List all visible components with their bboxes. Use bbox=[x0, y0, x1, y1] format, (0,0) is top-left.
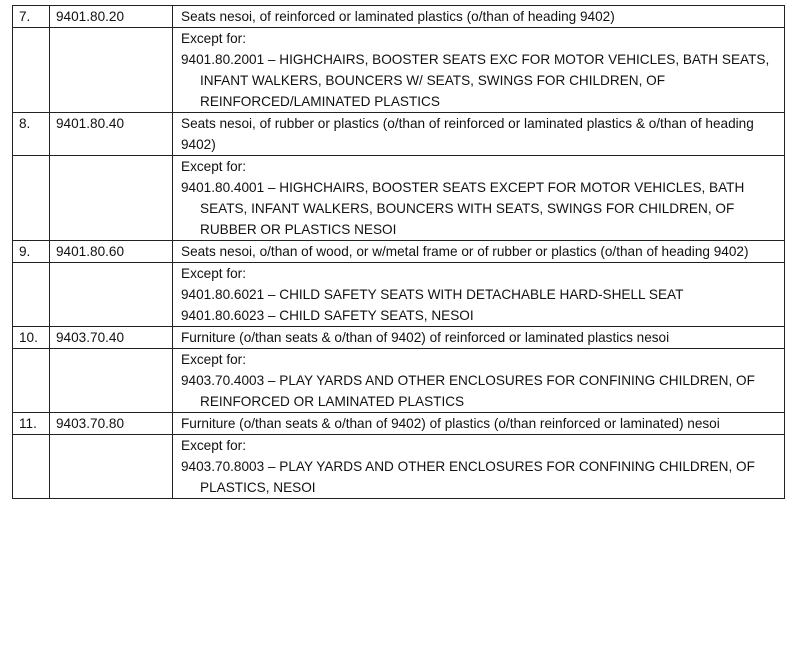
exception-row bbox=[13, 28, 785, 113]
exception-row bbox=[13, 435, 785, 499]
empty-cell bbox=[13, 28, 50, 113]
entry-description: Seats nesoi, of rubber or plastics (o/than of reinforced or laminated plastics & o/than of heading 9402) bbox=[173, 113, 785, 156]
empty-cell bbox=[50, 263, 173, 327]
exception-block bbox=[173, 263, 785, 327]
exception-item: 9403.70.4003 – PLAY YARDS AND OTHER ENCLOSURES FOR CONFINING CHILDREN, OF REINFORCED OR LAMINATED PLASTICS bbox=[181, 373, 755, 409]
exception-item: 9401.80.2001 – HIGHCHAIRS, BOOSTER SEATS EXC FOR MOTOR VEHICLES, BATH SEATS, INFANT WALKERS, BOUNCERS W/ SEATS, SWINGS FOR CHILDREN, OF REINFORCED/LAMINATED PLASTICS bbox=[181, 52, 770, 109]
tariff-exclusion-table bbox=[12, 5, 785, 499]
exception-item: 9401.80.6023 – CHILD SAFETY SEATS, NESOI bbox=[181, 308, 474, 323]
empty-cell bbox=[13, 156, 50, 241]
empty-cell bbox=[13, 349, 50, 413]
empty-cell bbox=[50, 156, 173, 241]
except-label: Except for: bbox=[181, 159, 246, 174]
empty-cell bbox=[50, 435, 173, 499]
exception-row bbox=[13, 349, 785, 413]
entry-row bbox=[13, 413, 785, 435]
exception-row bbox=[13, 156, 785, 241]
entry-code: 9401.80.60 bbox=[50, 241, 173, 263]
entry-code: 9403.70.40 bbox=[50, 327, 173, 349]
except-label: Except for: bbox=[181, 438, 246, 453]
entry-row bbox=[13, 6, 785, 28]
entry-row bbox=[13, 241, 785, 263]
entry-description: Furniture (o/than seats & o/than of 9402) of plastics (o/than reinforced or laminated) nesoi bbox=[173, 413, 785, 435]
entry-number: 9. bbox=[13, 241, 50, 263]
table-body bbox=[13, 6, 785, 499]
except-label: Except for: bbox=[181, 266, 246, 281]
entry-description: Seats nesoi, o/than of wood, or w/metal frame or of rubber or plastics (o/than of heading 9402) bbox=[173, 241, 785, 263]
entry-code: 9401.80.20 bbox=[50, 6, 173, 28]
entry-code: 9401.80.40 bbox=[50, 113, 173, 156]
entry-number: 8. bbox=[13, 113, 50, 156]
except-label: Except for: bbox=[181, 352, 246, 367]
entry-number: 11. bbox=[13, 413, 50, 435]
exception-block bbox=[173, 28, 785, 113]
except-label: Except for: bbox=[181, 31, 246, 46]
empty-cell bbox=[50, 28, 173, 113]
entry-row bbox=[13, 113, 785, 156]
exception-block bbox=[173, 349, 785, 413]
empty-cell bbox=[13, 263, 50, 327]
exception-item: 9401.80.4001 – HIGHCHAIRS, BOOSTER SEATS EXCEPT FOR MOTOR VEHICLES, BATH SEATS, INFANT WALKERS, BOUNCERS WITH SEATS, SWINGS FOR CHILDREN, OF RUBBER OR PLASTICS NESOI bbox=[181, 180, 745, 237]
entry-description: Furniture (o/than seats & o/than of 9402) of reinforced or laminated plastics nesoi bbox=[173, 327, 785, 349]
exception-item: 9403.70.8003 – PLAY YARDS AND OTHER ENCLOSURES FOR CONFINING CHILDREN, OF PLASTICS, NESOI bbox=[181, 459, 755, 495]
empty-cell bbox=[13, 435, 50, 499]
exception-block bbox=[173, 156, 785, 241]
empty-cell bbox=[50, 349, 173, 413]
exception-row bbox=[13, 263, 785, 327]
entry-number: 10. bbox=[13, 327, 50, 349]
exception-item: 9401.80.6021 – CHILD SAFETY SEATS WITH DETACHABLE HARD-SHELL SEAT bbox=[181, 287, 684, 302]
entry-code: 9403.70.80 bbox=[50, 413, 173, 435]
entry-description: Seats nesoi, of reinforced or laminated plastics (o/than of heading 9402) bbox=[173, 6, 785, 28]
entry-row bbox=[13, 327, 785, 349]
entry-number: 7. bbox=[13, 6, 50, 28]
exception-block bbox=[173, 435, 785, 499]
